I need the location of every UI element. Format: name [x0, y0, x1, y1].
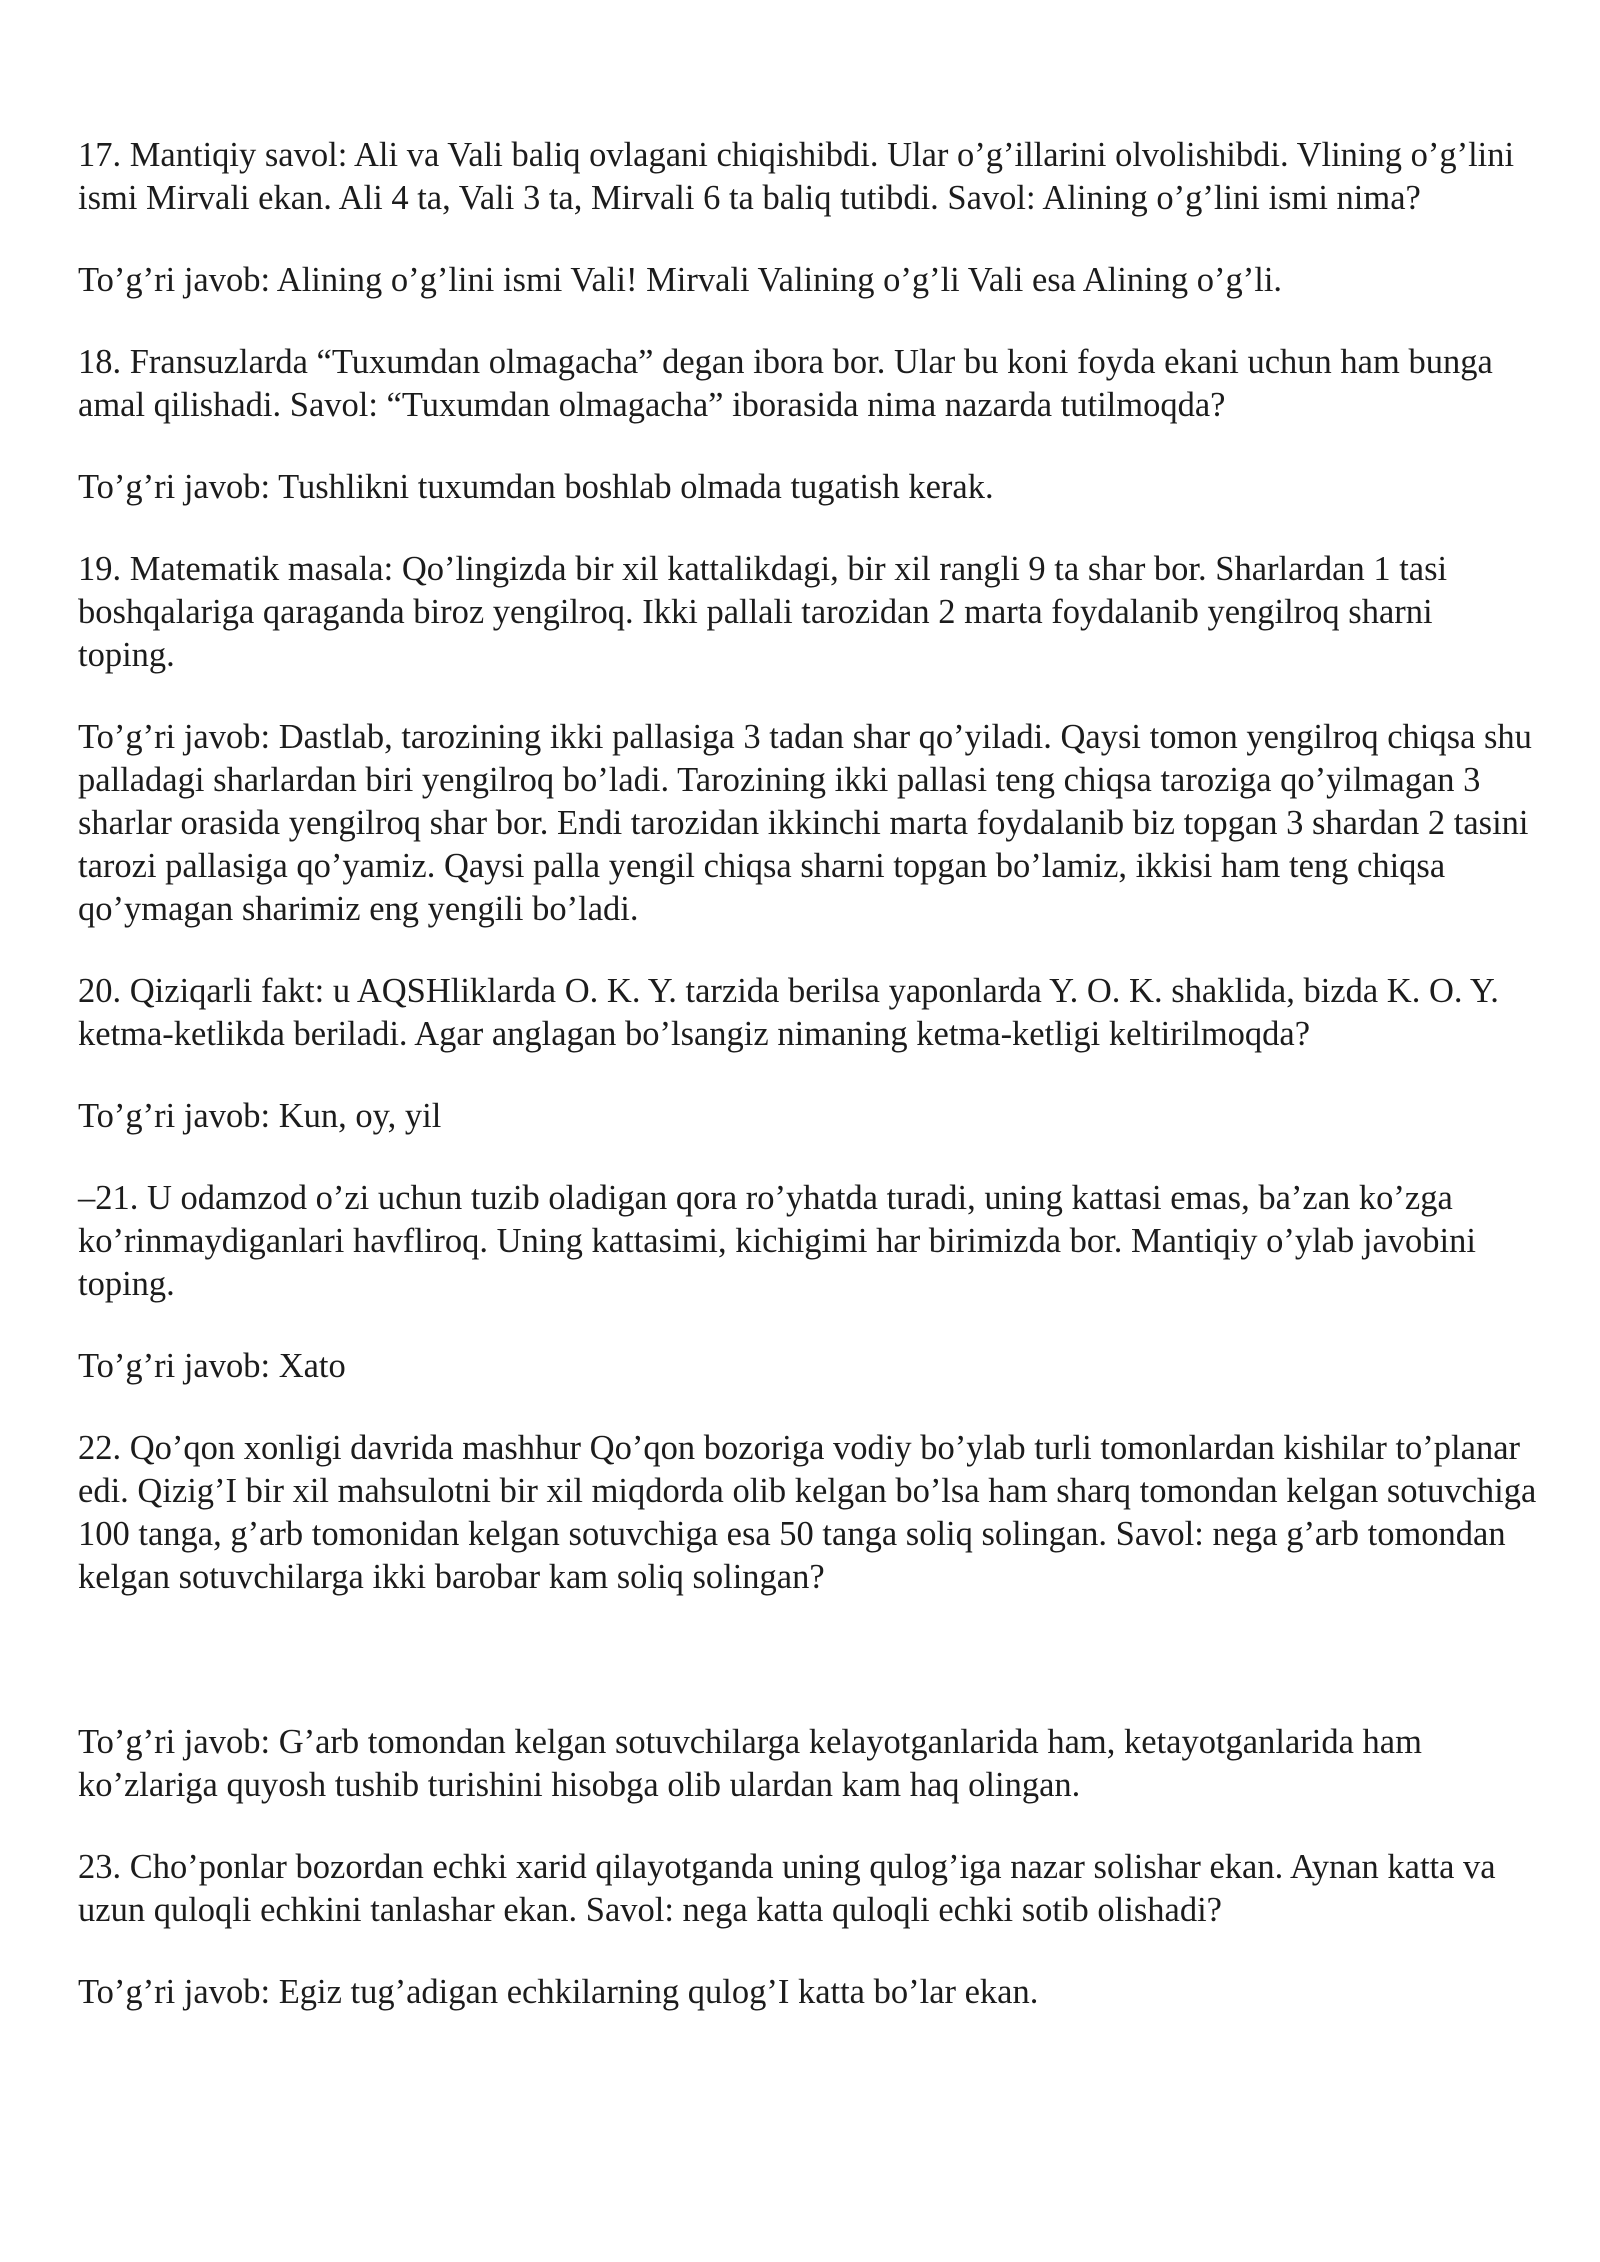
- question-22: 22. Qo’qon xonligi davrida mashhur Qo’qon bozoriga vodiy bo’ylab turli tomonlardan kishilar to’planar edi. Qizig’I bir xil mahsulotni bir xil miqdorda olib kelgan bo’lsa ham sharq tomondan kelgan sotuvchiga 100 tanga, g’arb tomonidan kelgan sotuvchiga esa 50 tanga soliq solingan. Savol: nega g’arb tomondan kelgan sotuvchilarga ikki barobar kam soliq solingan?: [78, 1429, 1537, 1596]
- question-19: 19. Matematik masala: Qo’lingizda bir xil kattalikdagi, bir xil rangli 9 ta shar bor. Sharlardan 1 tasi boshqalariga qaraganda biroz yengilroq. Ikki pallali tarozidan 2 marta foydalanib yengilroq sharni toping.: [78, 550, 1448, 674]
- question-17: 17. Mantiqiy savol: Ali va Vali baliq ovlagani chiqishibdi. Ular o’g’illarini olvolishibdi. Vlining o’g’lini ismi Mirvali ekan. Ali 4 ta, Vali 3 ta, Mirvali 6 ta baliq tutibdi. Savol: Alining o’g’lini ismi nima?: [78, 136, 1515, 217]
- question-21: –21. U odamzod o’zi uchun tuzib oladigan qora ro’yhatda turadi, uning kattasi emas, ba’zan ko’zga ko’rinmaydiganlari havfliroq. Uning kattasimi, kichigimi har birimizda bor. Mantiqiy o’ylab javobini toping.: [78, 1179, 1476, 1303]
- answer-23: To’g’ri javob: Egiz tug’adigan echkilarning qulog’I katta bo’lar ekan.: [78, 1973, 1039, 2011]
- answer-22: To’g’ri javob: G’arb tomondan kelgan sotuvchilarga kelayotganlarida ham, ketayotganlarida ham ko’zlariga quyosh tushib turishini hisobga olib ulardan kam haq olingan.: [78, 1723, 1422, 1804]
- answer-17: To’g’ri javob: Alining o’g’lini ismi Vali! Mirvali Valining o’g’li Vali esa Alining o’g’li.: [78, 261, 1283, 299]
- question-23: 23. Cho’ponlar bozordan echki xarid qilayotganda uning qulog’iga nazar solishar ekan. Aynan katta va uzun quloqli echkini tanlashar ekan. Savol: nega katta quloqli echki sotib olishadi?: [78, 1848, 1496, 1929]
- answer-20: To’g’ri javob: Kun, oy, yil: [78, 1097, 442, 1135]
- answer-21: To’g’ri javob: Xato: [78, 1347, 346, 1385]
- answer-18: To’g’ri javob: Tushlikni tuxumdan boshlab olmada tugatish kerak.: [78, 468, 994, 506]
- question-18: 18. Fransuzlarda “Tuxumdan olmagacha” degan ibora bor. Ular bu koni foyda ekani uchun ham bunga amal qilishadi. Savol: “Tuxumdan olmagacha” iborasida nima nazarda tutilmoqda?: [78, 343, 1493, 424]
- question-20: 20. Qiziqarli fakt: u AQSHliklarda O. K. Y. tarzida berilsa yaponlarda Y. O. K. shaklida, bizda K. O. Y. ketma-ketlikda beriladi. Agar anglagan bo’lsangiz nimaning ketma-ketligi keltirilmoqda?: [78, 972, 1499, 1053]
- answer-19: To’g’ri javob: Dastlab, tarozining ikki pallasiga 3 tadan shar qo’yiladi. Qaysi tomon yengilroq chiqsa shu palladagi sharlardan biri yengilroq bo’ladi. Tarozining ikki pallasi teng chiqsa taroziga qo’yilmagan 3 sharlar orasida yengilroq shar bor. Endi tarozidan ikkinchi marta foydalanib biz topgan 3 shardan 2 tasini tarozi pallasiga qo’yamiz. Qaysi palla yengil chiqsa sharni topgan bo’lamiz, ikkisi ham teng chiqsa qo’ymagan sharimiz eng yengili bo’ladi.: [78, 718, 1532, 928]
- document-page: [78, 134, 1538, 2053]
